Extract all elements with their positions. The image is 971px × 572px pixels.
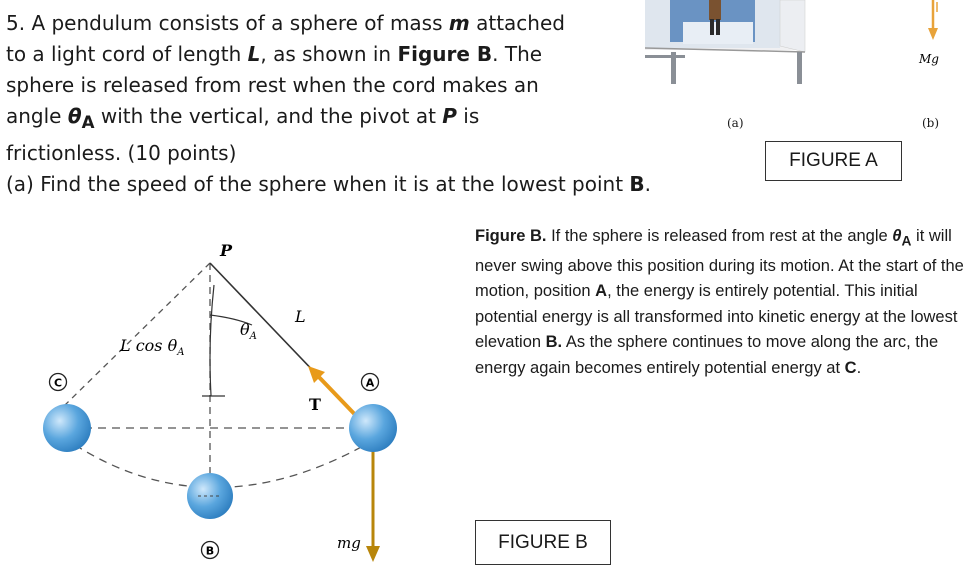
figure-b-title: FIGURE B	[475, 520, 611, 565]
svg-text:B: B	[205, 544, 215, 558]
q2-fig: Figure B	[397, 42, 493, 66]
photo-leg-right	[797, 52, 802, 84]
q2-length: L	[247, 42, 261, 66]
caption-pos-b: B.	[545, 333, 563, 352]
caption-t3: , the energy is entirely potential. This initial potential energy is all transformed into kinetic energy at the lowest elevation	[475, 282, 958, 352]
caption-theta: θ	[892, 227, 902, 245]
caption-t1: If the sphere is released from rest at the angle	[546, 227, 893, 245]
q4-p: P	[442, 104, 457, 128]
figure-a-label-b: (b)	[922, 116, 940, 130]
q2-mid: , as shown in	[260, 42, 398, 66]
pivot-label: P	[220, 241, 233, 260]
question-line-4	[6, 101, 666, 138]
question-line-5: frictionless. (10 points)	[6, 141, 237, 165]
q4-pre: angle	[6, 104, 68, 128]
lcos-label: L $\cos \theta_A$	[120, 336, 185, 358]
question-text	[6, 8, 666, 200]
caption-pos-a: A	[595, 282, 608, 301]
point-b-label	[202, 542, 219, 559]
sphere-c	[43, 404, 91, 452]
point-a-label	[362, 374, 379, 391]
question-line-2	[6, 39, 666, 70]
q1-mass: m	[448, 11, 470, 35]
caption-lead: Figure B.	[475, 227, 547, 245]
figure-b-caption	[475, 224, 970, 381]
left-dashed-cord	[65, 263, 210, 405]
q4-post: is	[456, 104, 480, 128]
angle-label: $\theta_A$	[240, 320, 257, 342]
photo-bar	[645, 55, 685, 58]
q6-b: B	[629, 172, 645, 196]
gravity-arrowhead	[366, 546, 380, 562]
svg-text:C: C	[53, 376, 63, 390]
caption-t4: As the sphere continues to move along the arc, the energy again becomes entirely potential energy at	[475, 333, 939, 377]
figure-a-photo	[625, 0, 820, 95]
caption-theta-sub: A	[901, 233, 912, 249]
photo-side-wall	[780, 0, 805, 52]
q4-sub: A	[81, 113, 95, 132]
figure-a-title: FIGURE A	[765, 141, 902, 181]
q1-post: attached	[469, 11, 565, 35]
caption-pos-c: C	[844, 358, 857, 377]
q2-post: . The	[492, 42, 543, 66]
svg-text:A: A	[365, 376, 375, 390]
length-label: L	[295, 307, 306, 326]
tension-label: T	[309, 395, 321, 414]
q2-pre: to a light cord of length	[6, 42, 248, 66]
pendulum-diagram	[30, 230, 430, 570]
q6-pre: (a) Find the speed of the sphere when it is at the lowest point	[6, 172, 630, 196]
question-line-1	[6, 8, 666, 39]
caption-t5: .	[856, 358, 862, 377]
q4-theta: θ	[67, 104, 82, 128]
q4-mid: with the vertical, and the pivot at	[94, 104, 443, 128]
point-c-label	[50, 374, 67, 391]
q6-post: .	[644, 172, 652, 196]
figure-a-label-a: (a)	[727, 116, 744, 130]
force-arrowhead	[928, 28, 938, 40]
caption-t2: it will never swing above this position during its motion. At the start of the motion, position	[475, 227, 964, 301]
sphere-a	[349, 404, 397, 452]
gravity-label: mg	[337, 534, 361, 552]
question-line-3: sphere is released from rest when the cord makes an	[6, 73, 539, 97]
q1-pre: 5. A pendulum consists of a sphere of mass	[6, 11, 449, 35]
question-line-6	[6, 169, 666, 200]
force-mg-label: Mg	[919, 52, 939, 66]
